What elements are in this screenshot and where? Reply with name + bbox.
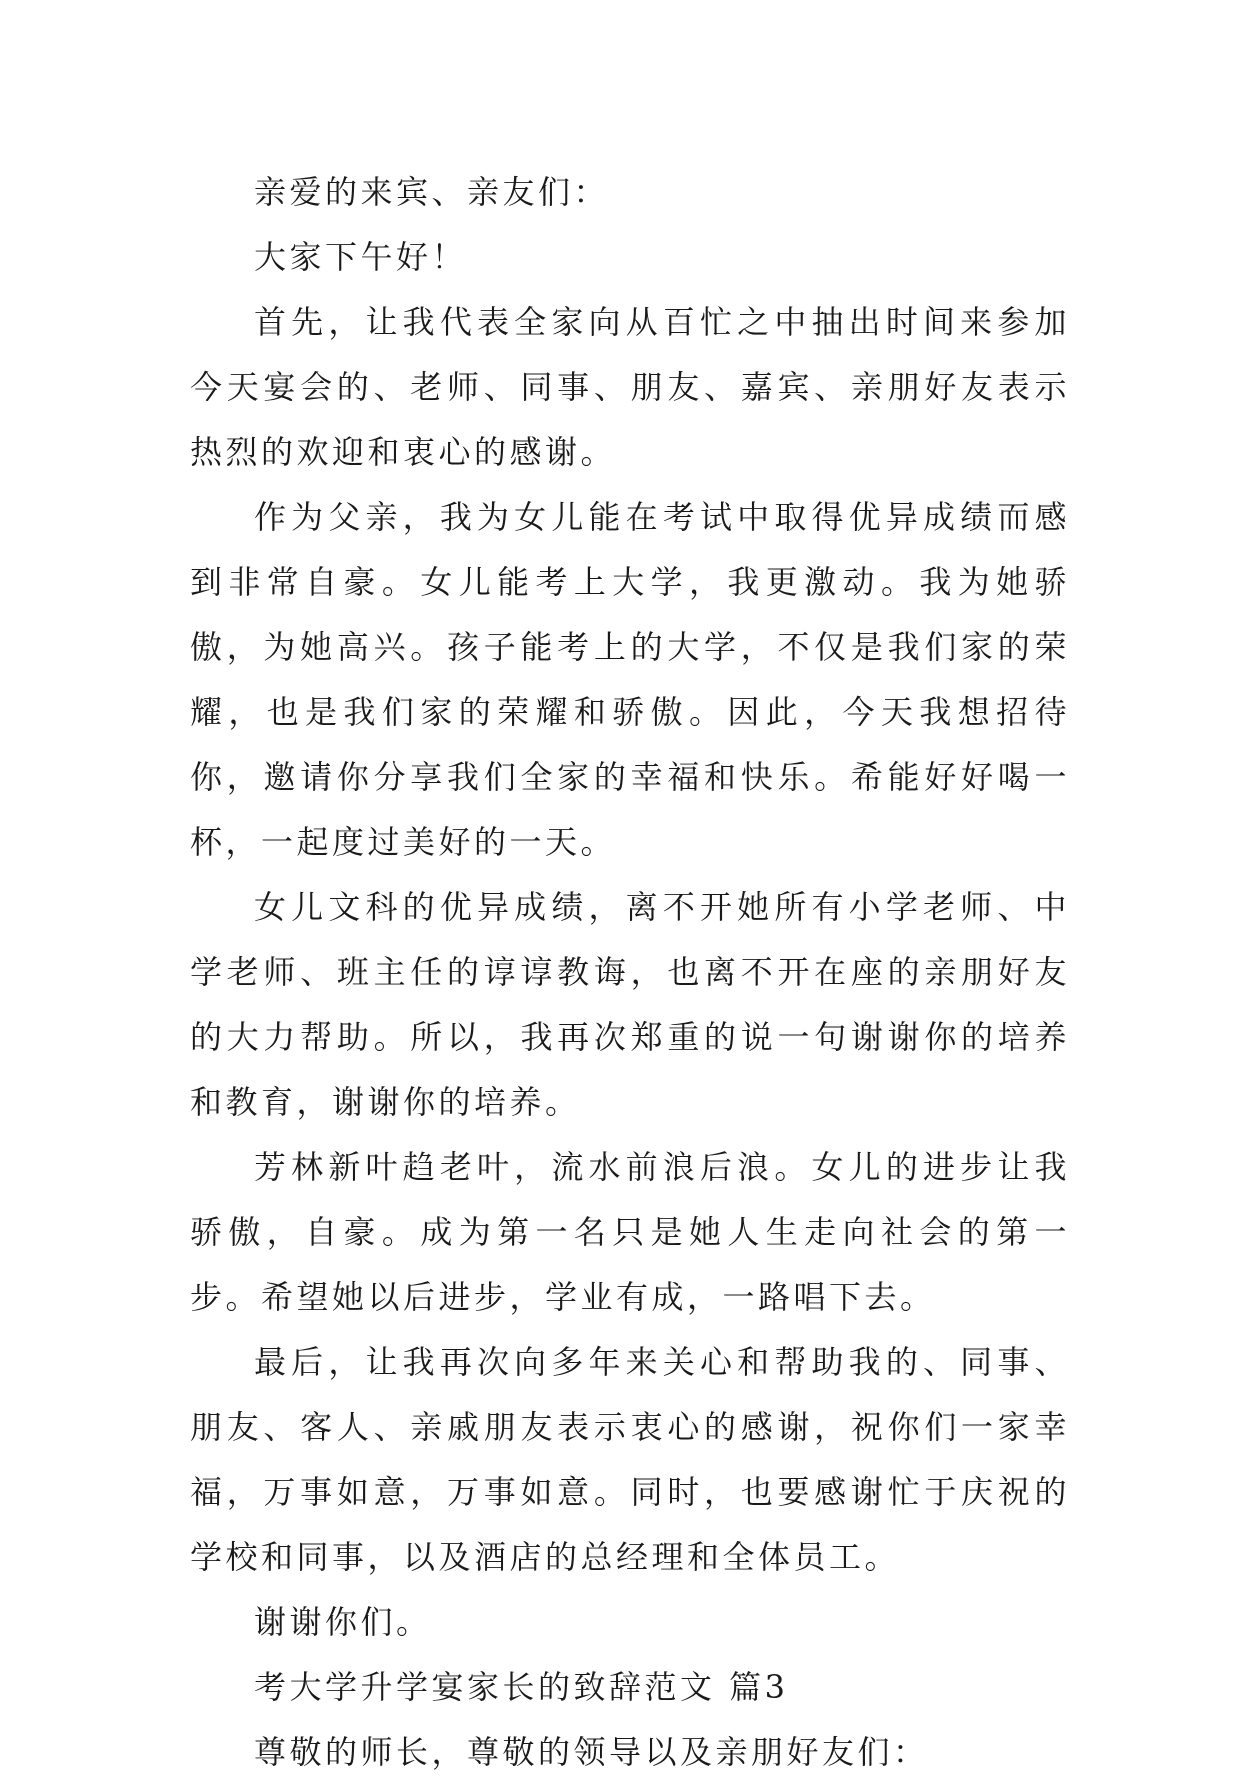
paragraph-final-thanks: 最后，让我再次向多年来关心和帮助我的、同事、朋友、客人、亲戚朋友表示衷心的感谢，祝你们一家幸福，万事如意，万事如意。同时，也要感谢忙于庆祝的学校和同事，以及酒店的总经理和全体员工。 [190,1343,1070,1576]
paragraph-father-pride: 作为父亲，我为女儿能在考试中取得优异成绩而感到非常自豪。女儿能考上大学，我更激动。我为她骄傲，为她高兴。孩子能考上的大学，不仅是我们家的荣耀，也是我们家的荣耀和骄傲。因此，今天我想招待你，邀请你分享我们全家的幸福和快乐。希能好好喝一杯，一起度过美好的一天。 [190,498,1070,861]
section-heading: 考大学升学宴家长的致辞范文 篇3 [254,1668,789,1706]
closing-thanks: 谢谢你们。 [254,1603,432,1641]
salutation-line: 大家下午好！ [254,238,468,276]
greeting-line: 亲爱的来宾、亲友们： [254,173,610,211]
next-salutation: 尊敬的师长，尊敬的领导以及亲朋好友们： [254,1733,929,1771]
paragraph-welcome: 首先，让我代表全家向从百忙之中抽出时间来参加今天宴会的、老师、同事、朋友、嘉宾、亲朋好友表示热烈的欢迎和衷心的感谢。 [190,303,1070,471]
paragraph-teachers-thanks: 女儿文科的优异成绩，离不开她所有小学老师、中学老师、班主任的谆谆教诲，也离不开在座的亲朋好友的大力帮助。所以，我再次郑重的说一句谢谢你的培养和教育，谢谢你的培养。 [190,888,1070,1121]
document-body [190,160,1070,1785]
paragraph-progress: 芳林新叶趋老叶，流水前浪后浪。女儿的进步让我骄傲，自豪。成为第一名只是她人生走向社会的第一步。希望她以后进步，学业有成，一路唱下去。 [190,1148,1070,1316]
